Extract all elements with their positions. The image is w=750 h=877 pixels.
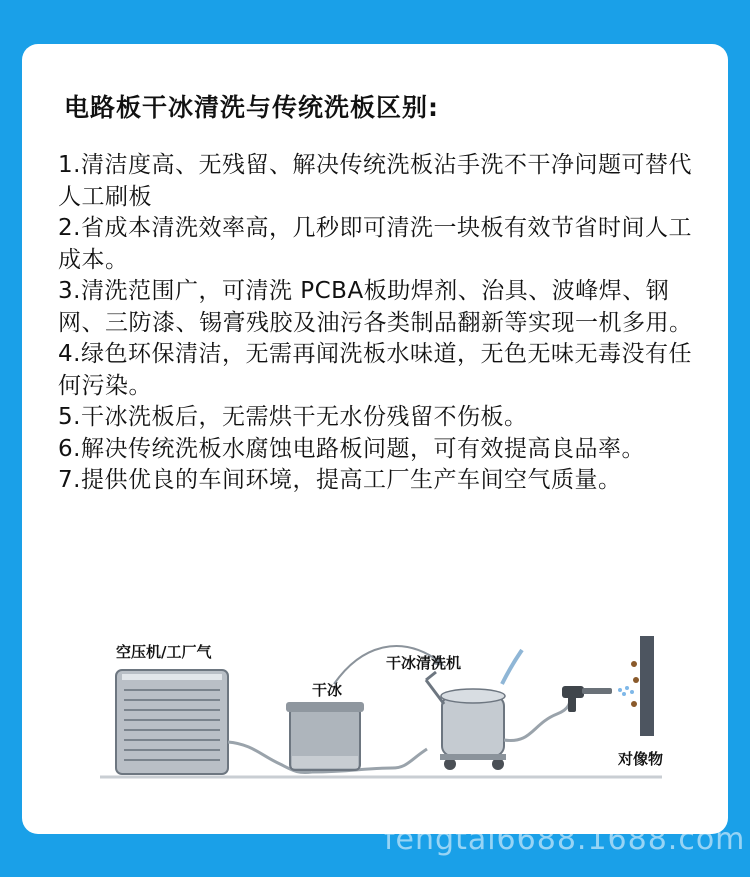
- dry-ice-label: 干冰: [312, 681, 343, 699]
- list-item: 7.提供优良的车间环境，提高工厂生产车间空气质量。: [58, 467, 622, 493]
- machine-label: 干冰清洗机: [386, 654, 462, 672]
- list-item: 6.解决传统洗板水腐蚀电路板问题，可有效提高良品率。: [58, 435, 645, 462]
- page-title: 电路板干冰清洗与传统洗板区别:: [64, 93, 439, 122]
- watermark-text: fengtai6688.1688.com: [384, 822, 746, 857]
- blast-hose: [504, 698, 570, 741]
- spray-stream: [618, 686, 634, 696]
- dry-ice-bucket: [286, 702, 364, 770]
- target-object: [631, 636, 654, 736]
- compressor-illustration: [116, 670, 228, 774]
- target-label: 对像物: [618, 750, 664, 768]
- list-item: 1.清洁度高、无残留、解决传统洗板沾手洗不干净问题可替代人工刷板: [58, 152, 692, 210]
- compressor-label: 空压机/工厂气: [116, 643, 212, 661]
- list-item: 3.清洗范围广，可清洗 PCBA板助焊剂、治具、波峰焊、钢网、三防漆、锡膏残胶及油污各类制品翻新等实现一机多用。: [58, 278, 693, 336]
- list-item: 4.绿色环保清洁，无需再闻洗板水味道，无色无味无毒没有任何污染。: [58, 341, 692, 399]
- process-diagram: [22, 44, 728, 834]
- blast-gun: [562, 686, 612, 712]
- list-item: 2.省成本清洗效率高，几秒即可清洗一块板有效节省时间人工成本。: [58, 215, 692, 273]
- content-card: [22, 44, 728, 834]
- list-item: 5.干冰洗板后，无需烘干无水份残留不伤板。: [58, 404, 528, 430]
